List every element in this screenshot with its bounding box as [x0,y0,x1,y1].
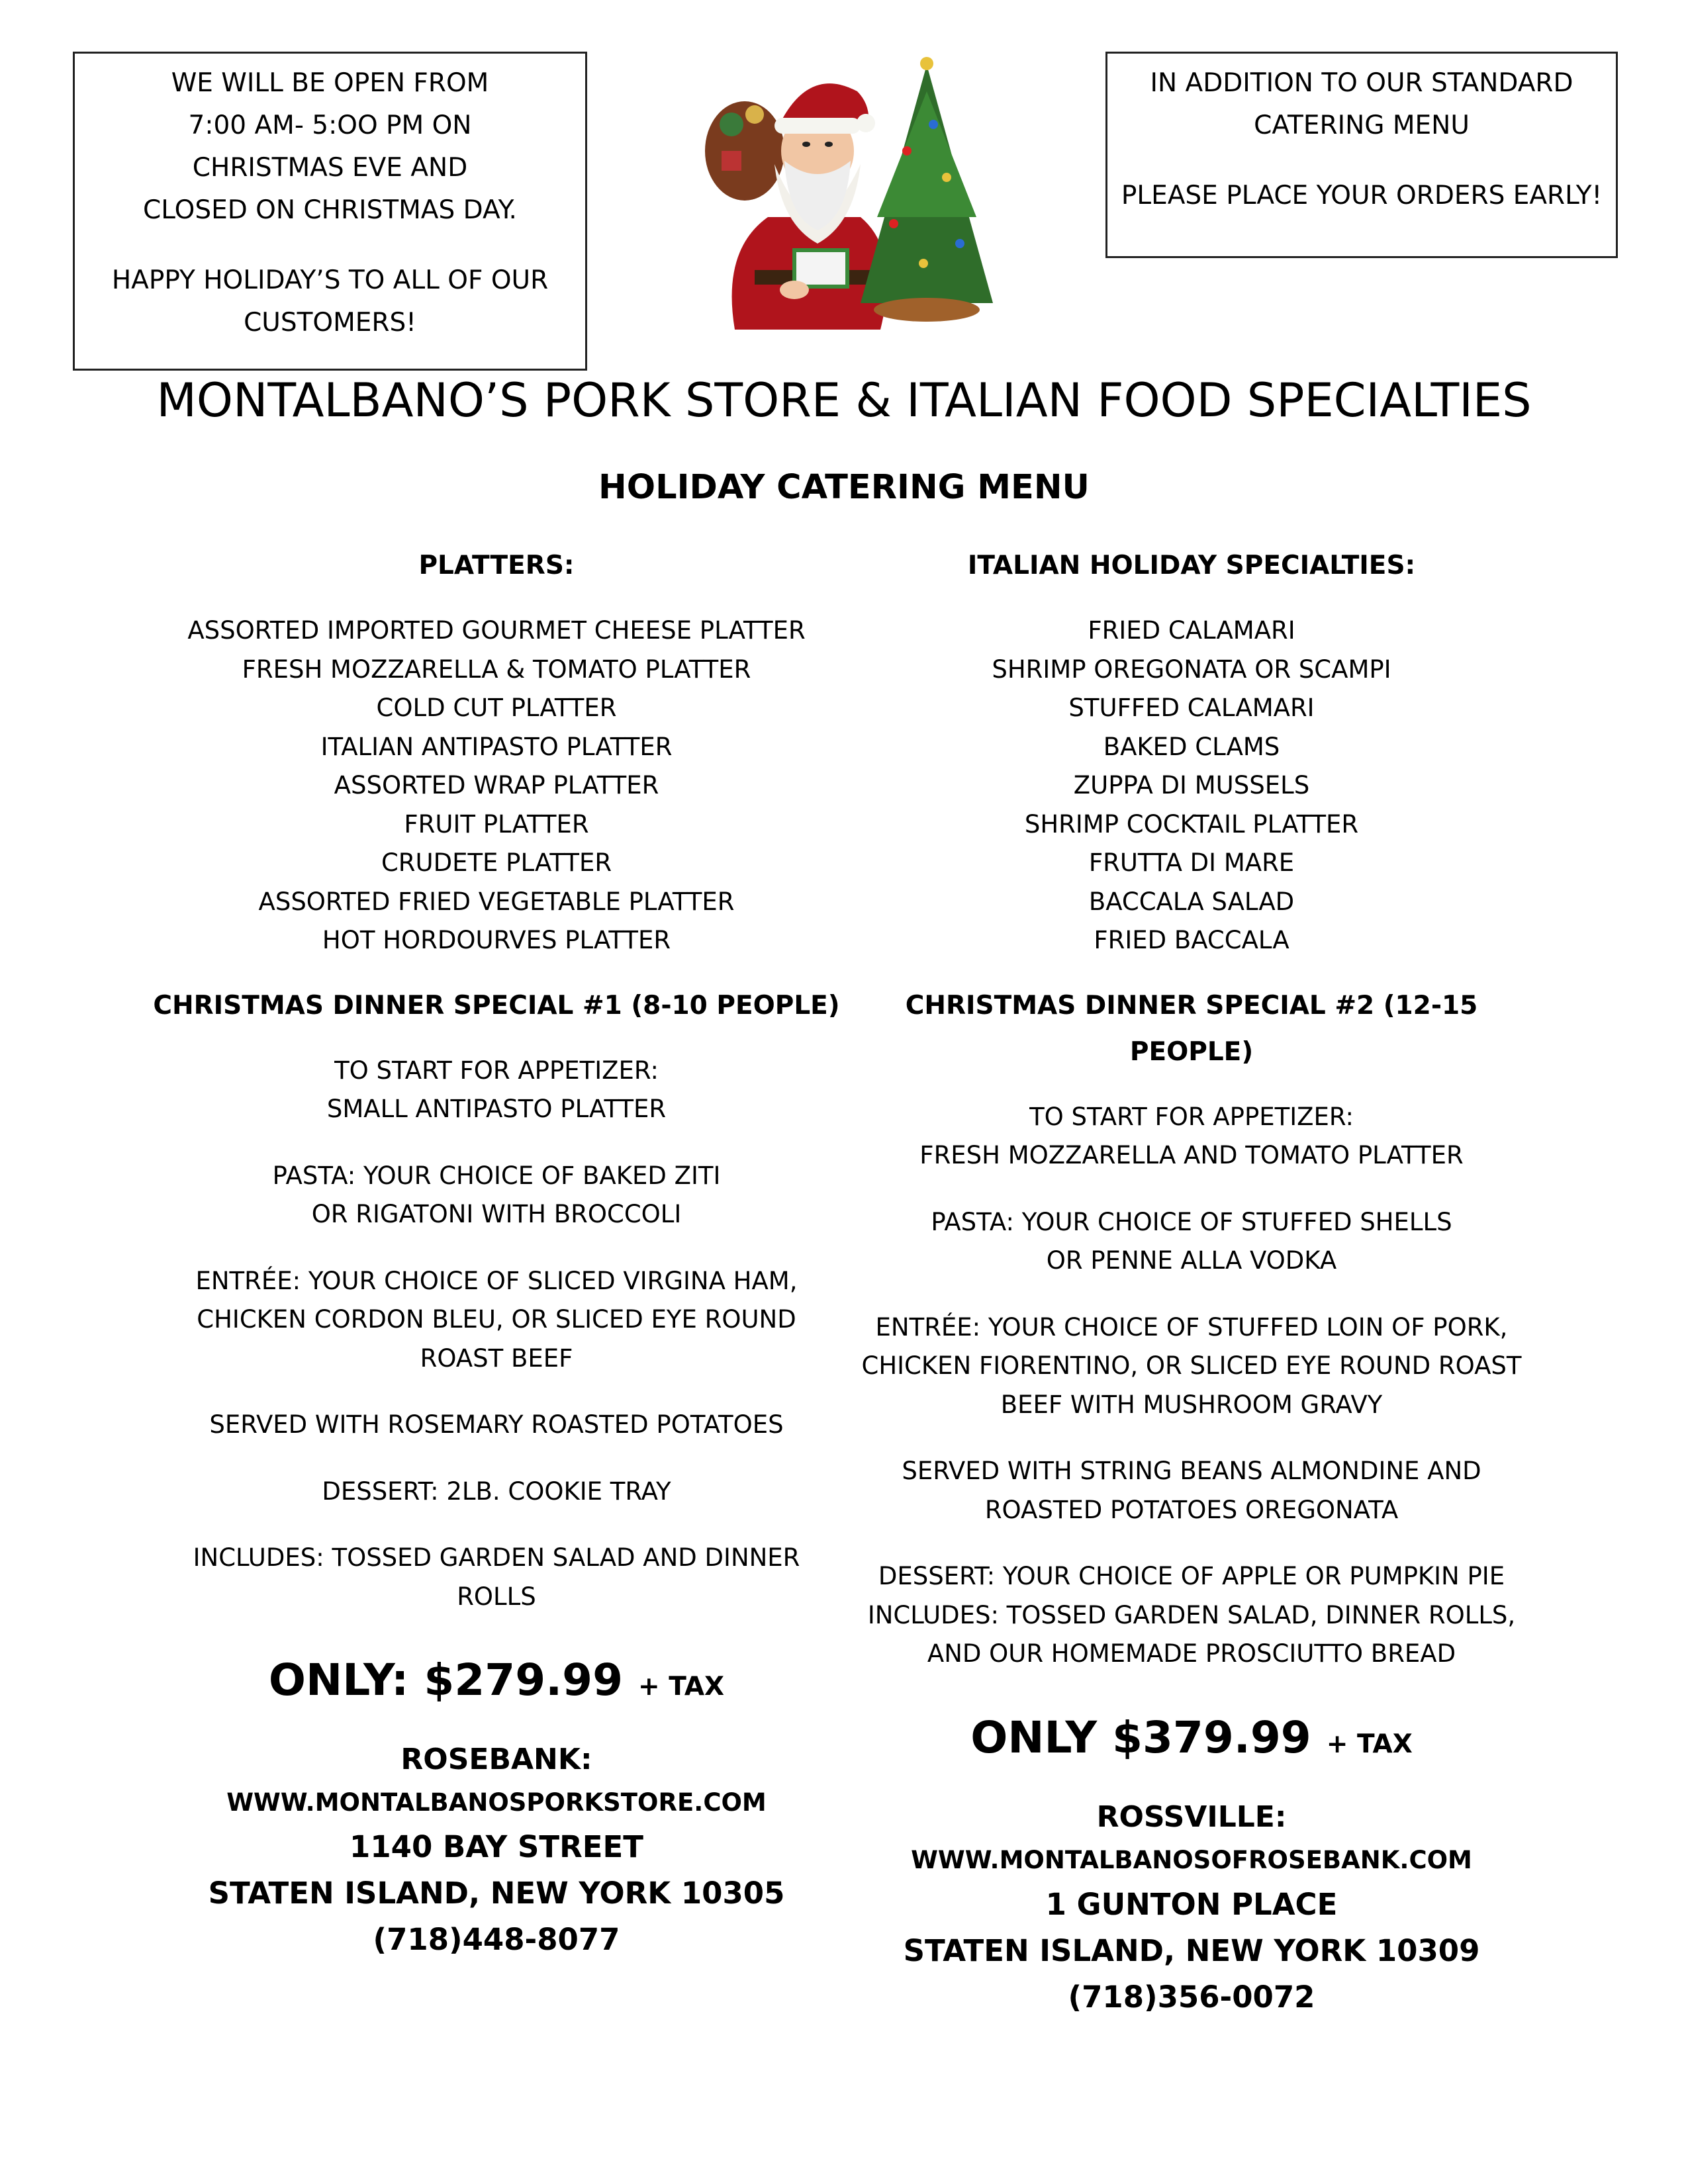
store-title: MONTALBANO’S PORK STORE & ITALIAN FOOD SPECIALTIES [156,373,1532,428]
platter-item: FRESH MOZZARELLA & TOMATO PLATTER [242,655,751,684]
special1-appetizer-line: TO START FOR APPETIZER: [334,1056,659,1085]
holiday-greeting-line: CUSTOMERS! [244,308,416,338]
special2-price [844,1702,1539,1781]
special2-includes-line: AND OUR HOMEMADE PROSCIUTTO BREAD [927,1639,1456,1668]
special1-served-line: SERVED WITH ROSEMARY ROASTED POTATOES [209,1410,784,1439]
rossville-city: STATEN ISLAND, NEW YORK 10309 [903,1933,1480,1968]
standard-menu-notice [1105,52,1618,258]
special1-entree-line: ENTRÉE: YOUR CHOICE OF SLICED VIRGINA HAM, [195,1266,798,1295]
rosebank-street: 1140 BAY STREET [350,1829,643,1864]
special2-includes-line: INCLUDES: TOSSED GARDEN SALAD, DINNER ROLLS, [867,1600,1516,1629]
special2-pasta-line: OR PENNE ALLA VODKA [1046,1246,1337,1275]
hours-line: WE WILL BE OPEN FROM [171,68,489,98]
store-hours-notice [73,52,587,371]
special2-dessert-line: DESSERT: YOUR CHOICE OF APPLE OR PUMPKIN PIE [878,1562,1505,1590]
hours-line: CLOSED ON CHRISTMAS DAY. [143,195,517,225]
specialty-item: STUFFED CALAMARI [1068,694,1315,722]
specialty-item: FRIED CALAMARI [1088,616,1295,645]
specialties-heading: ITALIAN HOLIDAY SPECIALTIES: [967,551,1416,580]
notice-line: CATERING MENU [1254,111,1470,140]
special2-heading: CHRISTMAS DINNER SPECIAL #2 (12-15 PEOPLE) [905,990,1478,1067]
notice-line: IN ADDITION TO OUR STANDARD [1150,68,1573,98]
hours-line: CHRISTMAS EVE AND [192,153,468,183]
special2-entree-line: CHICKEN FIORENTINO, OR SLICED EYE ROUND ROAST [861,1351,1522,1380]
special1-entree-line: ROAST BEEF [420,1343,573,1373]
special2-served-line: ROASTED POTATOES OREGONATA [984,1495,1399,1524]
rosebank-city: STATEN ISLAND, NEW YORK 10305 [208,1876,785,1911]
special1-includes-line: INCLUDES: TOSSED GARDEN SALAD AND DINNER [193,1543,800,1572]
rosebank-phone: (718)448-8077 [373,1922,620,1957]
rossville-phone: (718)356-0072 [1068,1979,1315,2015]
special2-appetizer-line: TO START FOR APPETIZER: [1029,1102,1354,1131]
special1-appetizer-line: SMALL ANTIPASTO PLATTER [326,1095,667,1123]
special1-pasta-line: PASTA: YOUR CHOICE OF BAKED ZITI [272,1161,721,1190]
platter-item: COLD CUT PLATTER [376,694,617,722]
platter-item: ASSORTED WRAP PLATTER [334,771,659,799]
right-column [844,543,1539,2021]
rossville-heading: ROSSVILLE: [1096,1799,1287,1834]
rosebank-website: WWW.MONTALBANOSPORKSTORE.COM [226,1788,767,1817]
special1-heading: CHRISTMAS DINNER SPECIAL #1 (8-10 PEOPLE) [153,990,840,1021]
special2-tax: + TAX [1326,1729,1413,1759]
santa-with-christmas-tree-illustration [695,52,993,338]
special1-tax: + TAX [638,1672,725,1702]
specialty-item: SHRIMP OREGONATA OR SCAMPI [992,655,1391,684]
left-column [149,543,844,1963]
special2-entree-line: ENTRÉE: YOUR CHOICE OF STUFFED LOIN OF PORK, [875,1312,1508,1342]
special2-entree-line: BEEF WITH MUSHROOM GRAVY [1000,1390,1383,1419]
platter-item: ASSORTED FRIED VEGETABLE PLATTER [258,887,735,916]
special1-price [149,1644,844,1723]
special2-served-line: SERVED WITH STRING BEANS ALMONDINE AND [902,1457,1481,1485]
platter-item: ITALIAN ANTIPASTO PLATTER [320,732,673,761]
special1-pasta-line: OR RIGATONI WITH BROCCOLI [311,1200,682,1228]
special2-price-value: ONLY $379.99 [970,1711,1311,1763]
specialty-item: FRIED BACCALA [1094,926,1289,954]
special1-price-value: ONLY: $279.99 [268,1655,624,1706]
rossville-website: WWW.MONTALBANOSOFROSEBANK.COM [911,1845,1472,1874]
specialty-item: SHRIMP COCKTAIL PLATTER [1024,809,1359,839]
special1-dessert-line: DESSERT: 2LB. COOKIE TRAY [322,1477,671,1506]
specialty-item: FRUTTA DI MARE [1088,848,1295,877]
specialty-item: BAKED CLAMS [1103,732,1280,761]
special1-includes-line: ROLLS [457,1582,536,1611]
specialty-item: ZUPPA DI MUSSELS [1073,771,1310,799]
platter-item: CRUDETE PLATTER [381,848,612,877]
specialty-item: BACCALA SALAD [1088,887,1295,916]
platters-heading: PLATTERS: [418,551,575,580]
rossville-street: 1 GUNTON PLACE [1045,1886,1338,1922]
menu-title: HOLIDAY CATERING MENU [598,468,1090,507]
special2-appetizer-line: FRESH MOZZARELLA AND TOMATO PLATTER [919,1141,1464,1169]
special2-pasta-line: PASTA: YOUR CHOICE OF STUFFED SHELLS [931,1207,1452,1236]
platter-item: ASSORTED IMPORTED GOURMET CHEESE PLATTER [187,616,806,645]
holiday-greeting-line: HAPPY HOLIDAY’S TO ALL OF OUR [111,265,549,295]
order-early-line: PLEASE PLACE YOUR ORDERS EARLY! [1121,181,1603,210]
platter-item: FRUIT PLATTER [404,809,589,839]
hours-line: 7:00 AM- 5:OO PM ON [188,111,472,140]
platter-item: HOT HORDOURVES PLATTER [322,926,671,954]
special1-entree-line: CHICKEN CORDON BLEU, OR SLICED EYE ROUND [197,1305,796,1334]
rosebank-heading: ROSEBANK: [400,1743,592,1776]
